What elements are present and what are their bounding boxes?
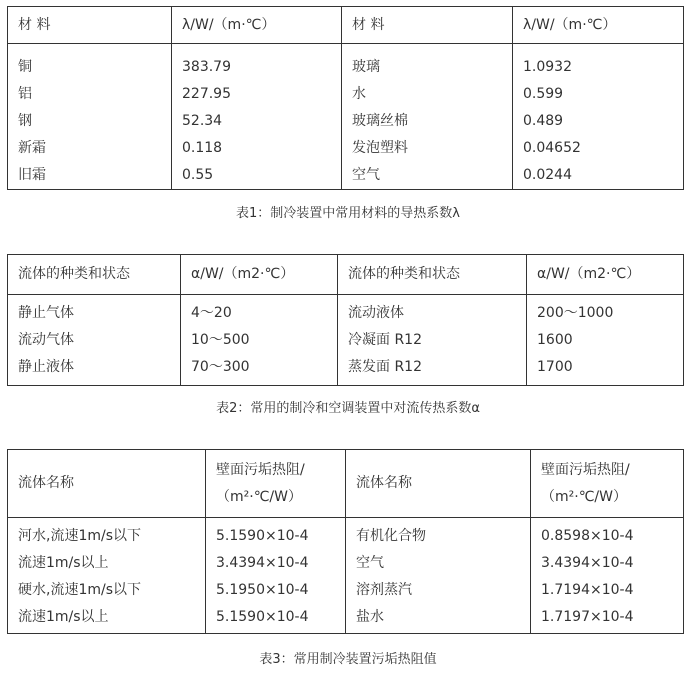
material-name: 玻璃 [352,59,380,75]
material-name: 铜 [18,59,32,75]
fluid-name: 流动液体 [348,305,404,321]
material-name: 水 [352,86,366,102]
resistance-value: 5.1590×10-4 [216,528,309,544]
resistance-column [531,518,684,634]
header-fluid-type: 流体的种类和状态 [338,255,527,295]
coefficient-value: 1600 [537,332,573,348]
header-coefficient: α/W/（m2·℃） [527,255,684,295]
table-header-row [8,255,684,295]
coefficient-value: 200～1000 [537,305,614,321]
fluid-column [8,518,206,634]
material-column [8,44,172,190]
fluid-name: 流速1m/s以上 [18,609,109,625]
table-body-row [8,44,684,190]
coefficient-column [527,295,684,386]
header-resistance [531,450,684,518]
conductivity-value: 0.0244 [523,167,572,183]
table-header-row [8,450,684,518]
conductivity-value: 1.0932 [523,59,572,75]
material-name: 旧霜 [18,167,46,183]
table-header-row [8,7,684,44]
header-material: 材 料 [342,7,513,44]
fouling-resistance-table [7,449,684,634]
fluid-column [346,518,531,634]
coefficient-value: 10～500 [191,332,250,348]
fluid-name: 冷凝面 R12 [348,332,422,348]
table-caption: 表1：制冷装置中常用材料的导热系数λ [236,206,460,221]
header-coefficient: α/W/（m2·℃） [181,255,338,295]
coefficient-column [181,295,338,386]
header-conductivity: λ/W/（m·℃） [513,7,684,44]
header-resistance-line: 壁面污垢热阻/ [216,461,305,478]
material-name: 钢 [18,113,32,129]
conductivity-value: 383.79 [182,59,231,75]
header-resistance-unit: （m²·℃/W） [541,488,627,505]
conductivity-value: 0.04652 [523,140,581,156]
resistance-value: 1.7197×10-4 [541,609,634,625]
table-caption: 表2：常用的制冷和空调装置中对流传热系数α [216,401,480,416]
header-fluid-name: 流体名称 [346,450,531,518]
coefficient-value: 70～300 [191,359,250,375]
fluid-name: 盐水 [356,609,384,625]
conductivity-column [172,44,342,190]
coefficient-value: 1700 [537,359,573,375]
header-material: 材 料 [8,7,172,44]
material-name: 新霜 [18,140,46,156]
table-caption: 表3：常用制冷装置污垢热阻值 [259,652,437,667]
material-name: 玻璃丝棉 [352,113,408,129]
header-resistance [206,450,346,518]
fluid-name: 流速1m/s以上 [18,555,109,571]
resistance-value: 0.8598×10-4 [541,528,634,544]
fluid-name: 溶剂蒸汽 [356,582,412,598]
resistance-column [206,518,346,634]
resistance-value: 3.4394×10-4 [541,555,634,571]
fluid-name: 空气 [356,555,384,571]
header-conductivity: λ/W/（m·℃） [172,7,342,44]
convection-coefficient-table [7,254,684,386]
conductivity-value: 0.55 [182,167,214,183]
fluid-name: 静止液体 [18,359,74,375]
fluid-column [338,295,527,386]
conductivity-value: 0.118 [182,140,223,156]
resistance-value: 5.1590×10-4 [216,609,309,625]
material-name: 铝 [18,86,32,102]
conductivity-value: 0.599 [523,86,564,102]
fluid-name: 河水,流速1m/s以下 [18,528,142,544]
header-fluid-name: 流体名称 [8,450,206,518]
fluid-name: 有机化合物 [356,528,426,544]
coefficient-value: 4～20 [191,305,232,321]
fluid-name: 蒸发面 R12 [348,359,422,375]
table-body-row [8,295,684,386]
material-column [342,44,513,190]
header-resistance-unit: （m²·℃/W） [216,488,302,505]
material-name: 空气 [352,167,380,183]
header-resistance-line: 壁面污垢热阻/ [541,461,630,478]
fluid-name: 静止气体 [18,305,74,321]
material-name: 发泡塑料 [352,140,408,156]
resistance-value: 3.4394×10-4 [216,555,309,571]
fluid-name: 流动气体 [18,332,74,348]
thermal-conductivity-table [7,6,684,190]
conductivity-value: 52.34 [182,113,223,129]
fluid-name: 硬水,流速1m/s以下 [18,582,142,598]
conductivity-value: 0.489 [523,113,564,129]
conductivity-value: 227.95 [182,86,231,102]
resistance-value: 1.7194×10-4 [541,582,634,598]
conductivity-column [513,44,684,190]
fluid-column [8,295,181,386]
resistance-value: 5.1950×10-4 [216,582,309,598]
table-body-row [8,518,684,634]
header-fluid-type: 流体的种类和状态 [8,255,181,295]
